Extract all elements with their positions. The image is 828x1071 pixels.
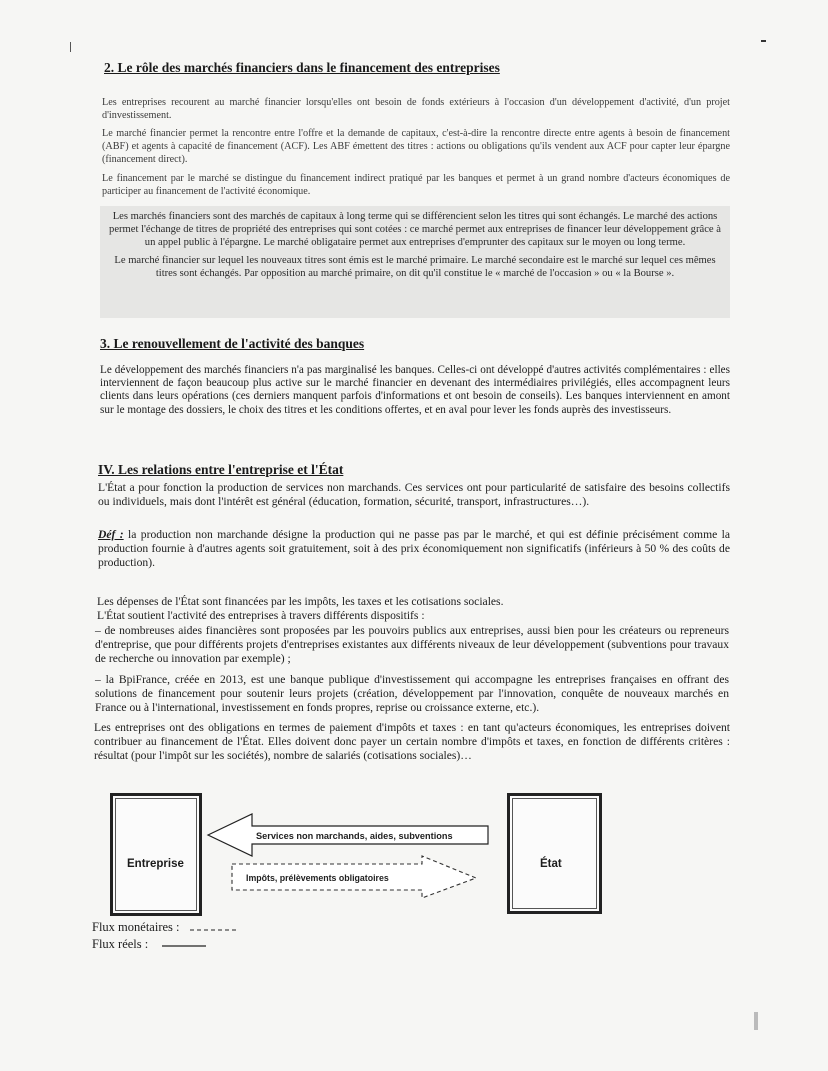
section-4-paragraph-1: L'État a pour fonction la production de services non marchands. Ces services ont pour particularité de satisfaire des besoins collectifs ou individuels, mais dont l'intérêt est général (éducation, formation, sécurité, transport, infrastructures…). — [98, 481, 730, 508]
section-4-paragraph-6: Les entreprises ont des obligations en termes de paiement d'impôts et taxes : en tant qu'acteurs économiques, les entreprises doivent contribuer au financement de l'État. Elles doivent donc payer un certain nombre d'impôts et taxes, en fonction de différents critères : résultat (pour l'impôt sur les sociétés), nombre de salariés (cotisations sociales)… — [94, 721, 730, 762]
legend-monetary-label: Flux monétaires : — [92, 920, 180, 934]
legend-monetary — [92, 920, 180, 935]
highlight-paragraph-2: Le marché financier sur lequel les nouveaux titres sont émis est le marché primaire. Le marché secondaire est le marché sur lequel ces mêmes titres sont échangés. Par opposition au marché primaire, on dit qu'il constitue le « marché de l'occasion » ou « la Bourse ». — [114, 254, 716, 279]
definition-paragraph — [98, 528, 730, 569]
section-4-paragraph-5: – la BpiFrance, créée en 2013, est une banque publique d'investissement qui accompagne les entreprises françaises en offrant des solutions de financement pour soutenir leurs projets (création, développement par l'innovation, conquête de nouveaux marchés en France ou à l'international, investissement en fonds propres, reprise ou croissance externe, etc.). — [95, 673, 729, 714]
section-4-paragraph-3: L'État soutient l'activité des entreprises à travers différents dispositifs : — [97, 609, 425, 622]
section-4-paragraph-2: Les dépenses de l'État sont financées par les impôts, les taxes et les cotisations sociales. — [97, 595, 504, 608]
section-2-paragraph-3: Le financement par le marché se distingue du financement indirect pratiqué par les banques et permet à un grand nombre d'acteurs économiques de participer au financement de l'activité économique. — [102, 173, 730, 198]
section-3-paragraph: Le développement des marchés financiers n'a pas marginalisé les banques. Celles-ci ont développé d'autres activités complémentaires : elles interviennent de façon beaucoup plus active sur le marché financier en devenant des intermédiaires privilégiés, elles accompagnent leurs clients dans leurs opérations (ces derniers manquent parfois d'informations et ont besoin de conseils). Les banques interviennent en amont sur le montage des dossiers, le choix des titres et les conditions offertes, et en aval pour lever les fonds auprès des investisseurs. — [100, 364, 730, 416]
corner-mark — [761, 40, 766, 42]
legend-real — [92, 937, 148, 952]
section-4-paragraph-4: – de nombreuses aides financières sont proposées par les pouvoirs publics aux entreprises, aussi bien pour les créateurs ou repreneurs d'entreprise, que pour différents projets d'entreprises existantes aux différents niveaux de leur développement (subventions pour travaux de recherche ou innovation par exemple) ; — [95, 624, 729, 665]
definition-label: Déf : — [98, 528, 124, 541]
flow-arrows — [200, 808, 510, 908]
entreprise-box — [110, 793, 202, 916]
legend-dashed-line — [190, 927, 240, 933]
legend-real-label: Flux réels : — [92, 937, 149, 951]
margin-tick — [70, 42, 71, 52]
section-2-paragraph-2: Le marché financier permet la rencontre entre l'offre et la demande de capitaux, c'est-à-dire la rencontre directe entre agents à besoin de financement (ABF) et agents à capacité de financement (ACF). Les ABF émettent des titres : actions ou obligations qu'ils vendent aux ACF pour capter leur épargne (financement direct). — [102, 128, 730, 166]
page-edge-mark — [754, 1012, 758, 1030]
real-flow-label: Services non marchands, aides, subventions — [256, 831, 453, 841]
definition-text: la production non marchande désigne la production qui ne passe pas par le marché, et qui est définie précisément comme la production fournie à d'autres agents soit gratuitement, soit à des prix économiquement non significatifs (inférieurs à 50 % des coûts de production). — [98, 528, 730, 569]
section-2-paragraph-1: Les entreprises recourent au marché financier lorsqu'elles ont besoin de fonds extérieurs à l'occasion d'un développement d'activité, d'un projet d'investissement. — [102, 97, 730, 122]
highlight-box — [100, 206, 730, 318]
section-4-title: IV. Les relations entre l'entreprise et l'État — [98, 462, 344, 477]
section-2-title: 2. Le rôle des marchés financiers dans le financement des entreprises — [104, 60, 500, 75]
highlight-paragraph-1: Les marchés financiers sont des marchés de capitaux à long terme qui se différencient selon les titres qui sont échangés. Le marché des actions permet l'échange de titres de propriété des entreprises qui sont cotées : ce marché permet aux entreprises de financer leur développement grâce à un appel public à l'épargne. Le marché obligataire permet aux entreprises d'emprunter des capitaux sur le moyen ou long terme. — [109, 211, 721, 249]
etat-label: État — [540, 858, 562, 870]
legend-solid-line — [162, 943, 208, 949]
section-3-title: 3. Le renouvellement de l'activité des banques — [100, 336, 365, 351]
etat-box — [507, 793, 602, 914]
entreprise-label: Entreprise — [127, 858, 184, 870]
monetary-flow-label: Impôts, prélèvements obligatoires — [246, 873, 389, 883]
